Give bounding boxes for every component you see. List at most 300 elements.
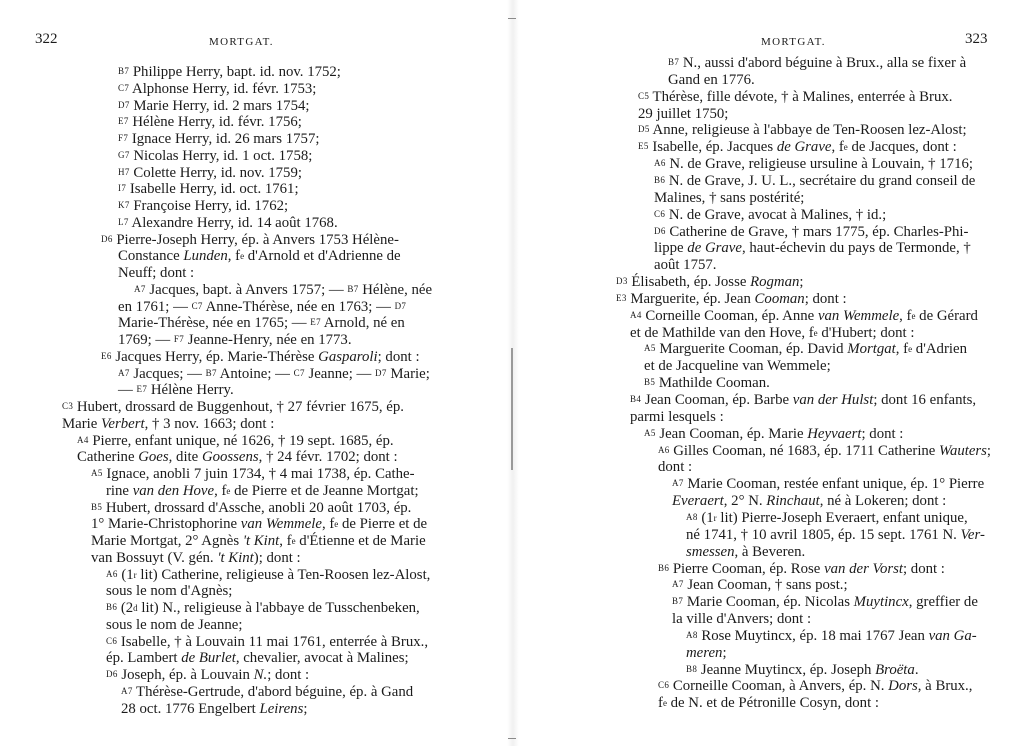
superscript: e [843,142,848,153]
text-run: Alexandre Herry, id. 14 août 1768. [128,214,338,231]
text-run: Isabelle, ép. Jacques [648,139,777,156]
text-run: Ignace Herry, id. 26 mars 1757; [128,131,320,147]
generation-marker: D7 [118,99,130,110]
surname-italic: Goossens [201,449,259,466]
generation-marker: E3 [616,292,627,303]
text-line [644,426,903,443]
text-run: ; [722,644,727,661]
text-run: ; dont : [377,348,420,365]
text-run: ; dont 16 enfants, [873,392,977,408]
text-run: ; dont : [267,667,310,683]
text-run: sous le nom de Jeanne; [106,616,243,633]
text-run: Jacques Herry, ép. Marie-Thérèse [111,348,319,365]
text-line [630,409,724,426]
text-run: d'Étienne et de Marie [295,533,426,549]
text-run: Marie Cooman, restée enfant unique, ép. 1° Pierre [683,476,985,493]
text-line [654,240,971,257]
text-run: Ignace, anobli 7 juin 1734, † 4 mai 1738, ép. Cathe- [102,466,415,482]
binding-thread [511,348,513,470]
generation-number: 7 [197,300,203,311]
text-run: né 1741, † 10 avril 1805, ép. 15 sept. 1761 N. [686,526,961,543]
generation-marker: A5 [91,468,103,478]
generation-number: 7 [678,596,684,607]
generation-marker: F7 [173,334,185,344]
generation-number: 7 [124,149,130,160]
generation-number: 6 [107,233,113,244]
surname-italic: van Wemmele [817,307,900,324]
text-run: Hélène Herry. [147,382,234,399]
text-run: Gand en 1776. [668,71,755,88]
generation-number: 7 [401,300,407,311]
text-run: N. de Grave, J. U. L., secrétaire du grand conseil de [665,172,976,189]
text-line [616,274,804,291]
text-line [686,662,919,679]
text-run: , à Brux., [917,678,973,695]
text-run: Anne-Thérèse, née en 1763; — [202,298,395,315]
generation-number: 4 [636,394,642,404]
surname-italic: van der Vorst [824,560,903,577]
surname-italic: Heyvaert [807,425,862,442]
text-run: Françoise Herry, id. 1762; [129,198,289,214]
surname-italic: van Ga- [928,627,977,644]
text-run: ; [799,274,804,291]
text-run: Isabelle Herry, id. oct. 1761; [126,181,299,198]
text-run: Nicolas Herry, id. 1 oct. 1758; [129,147,313,164]
text-line [672,611,811,628]
text-line [638,89,952,106]
generation-marker: E7 [118,116,129,127]
text-run: Jeanne; — [304,365,376,382]
text-run: de N. et de Pétronille Cosyn, dont : [666,695,879,712]
generation-number: 5 [97,501,103,512]
text-run: N. de Grave, avocat à Malines, † id.; [665,206,887,223]
generation-marker: A7 [121,685,133,696]
text-line [686,527,985,544]
text-line [644,358,831,375]
text-run: Pierre Cooman, ép. Rose [669,560,825,577]
text-run: , f [895,341,909,358]
text-line [106,617,242,634]
text-line [62,416,274,433]
surname-italic: Ver- [960,526,985,543]
text-line [118,248,401,265]
text-line [91,533,426,550]
surname-italic: de Burlet [181,650,236,667]
surname-italic: de Grave [776,139,832,156]
generation-number: 6 [664,444,670,455]
generation-marker: H7 [118,166,130,177]
text-run: Marie-Thérèse, née en 1765; — [118,315,311,332]
text-line [686,544,805,561]
text-run: Marguerite Cooman, ép. David [655,341,848,358]
text-line [118,148,312,165]
text-run: Corneille Cooman, ép. Anne [641,307,818,324]
text-run: ; [303,700,308,717]
generation-marker: B6 [658,562,670,573]
generation-number: 7 [123,216,129,227]
text-line [118,299,406,316]
text-run: , chevalier, avocat à Malines; [235,650,409,667]
running-head: MORTGAT. [209,36,274,48]
text-run: Arnold, né en [320,315,405,332]
generation-marker: B6 [106,602,118,612]
text-run: Constance [118,248,184,265]
generation-marker: A4 [630,309,642,320]
text-run: ); dont : [253,549,301,566]
text-run: Anne, religieuse à l'abbaye de Ten-Roosen lez-Alost; [649,122,967,139]
text-run: , f [321,516,335,533]
surname-italic: 't Kint [242,533,280,549]
text-run: 29 juillet 1750; [638,105,729,122]
generation-number: 6 [660,174,666,185]
generation-number: 6 [664,562,670,573]
text-run: Isabelle, † à Louvain 11 mai 1761, enterrée à Brux., [117,633,429,650]
surname-italic: Lunden [183,248,228,265]
text-run: Alphonse Herry, id. févr. 1753; [129,80,317,97]
text-line [106,600,420,617]
generation-number: 7 [678,579,684,590]
text-run: , haut-échevin du pays de Termonde, † [741,240,971,257]
text-line [658,561,945,578]
text-line [654,207,886,224]
generation-number: 3 [621,292,627,303]
generation-number: 7 [123,116,129,127]
text-run: Jeanne-Henry, née en 1773. [184,332,352,348]
text-line [658,695,879,712]
left-page [0,0,508,746]
superscript: r [133,569,137,580]
generation-marker: B7 [347,283,359,294]
text-line [106,583,232,600]
text-run: Hubert, drossard d'Assche, anobli 20 août 1703, ép. [102,499,412,516]
text-run: Thérèse-Gertrude, d'abord béguine, ép. à Gand [132,683,414,700]
generation-marker: A8 [686,629,698,640]
generation-number: 6 [660,208,666,219]
generation-number: 7 [123,133,129,143]
text-run: lippe [654,240,688,257]
generation-number: 5 [644,90,650,101]
generation-number: 6 [106,350,112,361]
text-line [106,634,428,651]
surname-italic: Leirens [259,700,304,717]
text-run: Marguerite, ép. Jean [626,290,755,307]
text-line [630,308,978,325]
text-run: — [118,382,137,399]
text-run: de Pierre et de [338,516,428,533]
generation-number: 8 [692,511,698,522]
text-run: , à Beveren. [734,543,806,560]
text-line [668,55,966,72]
generation-number: 6 [664,680,670,691]
binding-mark [508,18,516,19]
surname-italic: Mortgat [847,341,896,358]
text-run: Pierre, enfant unique, né 1626, † 19 sept. 1685, ép. [88,432,394,449]
text-run: van Bossuyt (V. gén. [91,549,218,566]
generation-marker: I7 [118,183,127,194]
text-run: ; dont : [804,290,847,307]
superscript: e [240,251,245,262]
text-run: sous le nom d'Agnès; [106,583,233,600]
generation-number: 3 [68,401,74,411]
generation-marker: D7 [394,300,407,311]
text-line [118,366,430,383]
text-run: Pierre-Joseph Herry, ép. à Anvers 1753 Hélène- [112,231,399,248]
text-run: Hélène Herry, id. févr. 1756; [128,114,302,131]
text-line [672,493,946,510]
generation-number: 8 [692,629,698,640]
text-run: Philippe Herry, bapt. id. nov. 1752; [129,64,341,80]
text-run: Colette Herry, id. nov. 1759; [129,164,302,181]
generation-number: 7 [124,99,130,110]
text-run: 28 oct. 1776 Engelbert [121,700,260,717]
generation-marker: A8 [686,511,698,522]
text-run: ép. Lambert [106,650,182,667]
text-line [91,550,301,567]
text-run: et de Jacqueline van Wemmele; [644,358,831,375]
text-run: f [658,695,663,712]
text-run: rine [106,482,133,499]
superscript: e [226,485,231,496]
text-run: (2 [117,600,134,616]
text-run: Jean Cooman, ép. Marie [655,425,808,442]
text-run: ; [986,442,991,459]
page-number: 323 [965,31,988,47]
text-line [106,567,430,584]
text-line [118,215,338,232]
text-line [658,443,991,460]
text-run: Catherine [77,449,139,466]
text-line [672,577,848,594]
right-page [516,0,1024,746]
binding-mark [508,738,516,739]
generation-marker: A6 [106,568,118,579]
text-run: Élisabeth, ép. Josse [627,274,751,291]
generation-number: 5 [650,343,656,354]
generation-marker: E7 [310,317,321,328]
generation-number: 5 [644,124,650,135]
surname-italic: 't Kint [217,549,254,566]
text-run: Thérèse, fille dévote, † à Malines, enterrée à Brux. [649,88,953,105]
text-run: , greffier de [908,594,978,611]
text-line [668,72,755,89]
text-run: 1769; — [118,332,174,348]
text-run: ; dont : [902,560,945,577]
superscript: e [813,327,818,338]
text-run: d'Adrien [912,341,967,358]
generation-marker: F7 [118,133,129,143]
text-run: août 1757. [654,257,717,274]
generation-number: 7 [124,66,130,76]
text-line [134,282,432,299]
surname-italic: Goes [138,449,169,466]
surname-italic: Rinchaut [766,493,820,510]
generation-number: 7 [211,367,217,378]
generation-number: 6 [112,669,118,679]
text-run: parmi lesquels : [630,408,724,425]
surname-italic: smessen [686,543,735,560]
generation-number: 7 [299,367,305,378]
text-run: dont : [658,459,693,476]
generation-number: 7 [140,283,146,294]
text-run: Hélène, née [358,281,433,298]
text-run: lit) Catherine, religieuse à Ten-Roosen lez-Alost, [136,566,431,583]
generation-number: 4 [636,309,642,320]
surname-italic: Gasparoli [318,348,378,365]
generation-number: 6 [112,635,118,646]
text-run: 1° Marie-Christophorine [91,516,241,533]
generation-marker: A7 [118,367,130,378]
text-run: de Gérard [915,307,978,324]
generation-number: 7 [124,166,130,177]
generation-number: 5 [643,141,649,152]
generation-marker: B4 [630,394,642,404]
generation-number: 7 [353,283,359,294]
surname-italic: N. [253,667,268,683]
generation-number: 5 [650,427,656,438]
text-line [118,81,316,98]
text-line [118,165,302,182]
text-run: , 2° N. [723,493,767,510]
text-line [106,483,419,500]
text-line [616,291,847,308]
generation-number: 4 [83,434,89,445]
generation-marker: D6 [101,233,113,244]
generation-number: 7 [124,367,130,378]
generation-marker: B7 [118,66,130,76]
text-line [121,701,307,718]
surname-italic: Verbert [101,415,145,432]
text-run: (1 [117,566,134,583]
text-run: Jean Cooman, † sans post.; [683,577,848,594]
text-line [118,315,405,332]
text-run: (1 [697,509,714,526]
generation-number: 7 [124,82,130,93]
text-line [654,190,804,207]
text-run: Antoine; — [216,365,294,382]
generation-marker: E6 [101,350,112,361]
text-line [118,265,194,282]
text-line [638,106,728,123]
text-run: en 1761; — [118,298,192,315]
generation-marker: K7 [118,200,130,210]
text-line [118,131,319,148]
text-line [91,466,415,483]
text-run: , f [279,533,292,549]
text-run: Malines, † sans postérité; [654,189,805,206]
generation-marker: C7 [293,367,305,378]
generation-marker: C6 [654,208,666,219]
text-line [672,476,984,493]
generation-number: 7 [381,367,387,378]
generation-number: 5 [650,377,656,388]
text-line [118,382,234,399]
text-line [686,628,977,645]
generation-marker: D5 [638,124,650,135]
surname-italic: van den Hove [132,482,215,499]
text-line [121,684,413,701]
generation-number: 6 [660,225,666,236]
generation-number: 7 [316,317,321,328]
text-run: , f [227,248,241,265]
generation-marker: B5 [644,377,656,388]
text-line [686,510,968,527]
surname-italic: meren [686,644,723,661]
generation-number: 8 [692,663,698,674]
superscript: e [662,698,667,709]
surname-italic: Muytincx [853,594,909,611]
surname-italic: Wauters [939,442,987,459]
text-run: Mathilde Cooman. [655,375,770,392]
generation-number: 6 [112,602,118,612]
text-run: lit) Pierre-Joseph Everaert, enfant unique, [716,509,968,526]
text-line [101,232,399,249]
text-run: N., aussi d'abord béguine à Brux., alla se fixer à [679,55,967,71]
text-run: Neuff; dont : [118,265,195,281]
surname-italic: van Wemmele [240,516,322,533]
text-line [638,122,967,139]
text-line [77,449,398,466]
text-run: Hubert, drossard de Buggenhout, † 27 février 1675, ép. [73,399,404,415]
generation-marker: A7 [134,283,146,294]
text-line [118,98,309,115]
page-number: 322 [35,31,58,47]
text-line [118,332,352,349]
generation-number: 5 [97,468,103,478]
text-line [644,375,770,392]
surname-italic: Broëta [875,661,915,678]
superscript: e [911,310,916,321]
generation-marker: L7 [118,216,129,227]
text-line [118,114,302,131]
generation-marker: C7 [191,300,203,311]
text-run: , f [831,139,844,156]
generation-marker: B6 [654,174,666,185]
text-line [672,594,978,611]
text-line [658,459,692,476]
text-run: Catherine de Grave, † mars 1775, ép. Charles-Phi- [665,223,969,240]
text-run: de Pierre et de Jeanne Mortgat; [230,482,419,499]
generation-marker: G7 [118,149,130,160]
superscript: e [908,344,913,355]
generation-marker: D6 [106,669,118,679]
generation-marker: C3 [62,401,74,411]
generation-marker: E7 [136,384,148,395]
text-line [118,64,341,81]
generation-number: 7 [678,478,684,489]
text-line [77,433,394,450]
surname-italic: van der Hulst [792,392,874,408]
text-run: Marie Cooman, ép. Nicolas [683,594,854,611]
text-line [62,399,404,416]
text-run: Jacques; — [129,365,206,382]
generation-marker: A6 [654,158,666,169]
surname-italic: Dors [888,678,918,695]
text-line [91,500,411,517]
text-line [630,325,914,342]
text-run: d'Hubert; dont : [817,324,915,341]
text-line [630,392,976,409]
generation-marker: C5 [638,90,650,101]
text-run: Jacques, bapt. à Anvers 1757; — [145,281,348,298]
text-run: Corneille Cooman, à Anvers, ép. N. [669,678,889,695]
generation-marker: E5 [638,141,649,152]
generation-marker: A7 [672,478,684,489]
superscript: r [713,512,717,523]
surname-italic: de Grave [687,240,742,257]
superscript: e [334,519,339,530]
text-line [91,516,427,533]
generation-marker: A5 [644,427,656,438]
